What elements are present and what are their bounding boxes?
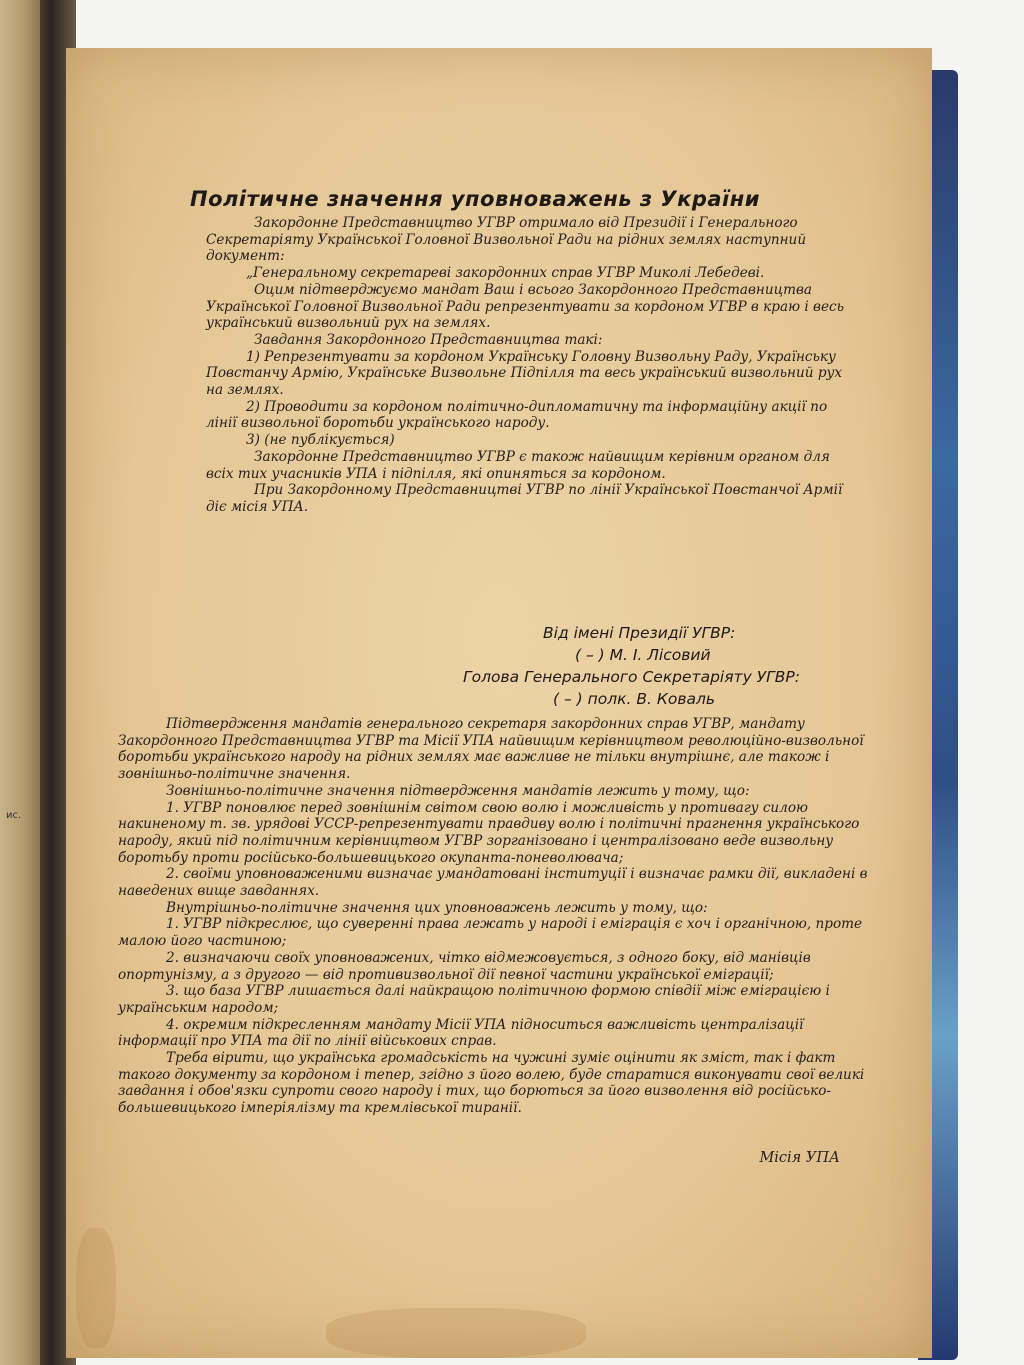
signature-block — [395, 622, 865, 710]
commentary-paragraph: 2. своїми уповноваженими визначає умандатовані інституції і визначає рамки дії, викладені в наведених вище завданнях. — [118, 866, 868, 900]
page-stain — [326, 1308, 586, 1358]
book-spine-edge — [0, 0, 40, 1365]
closing-signature: Місія УПА — [759, 1150, 840, 1166]
signature-line: Голова Генерального Секретаріяту УГВР: — [463, 668, 800, 686]
mandate-text — [206, 215, 861, 516]
page-title: Політичне значення уповноважень з України — [190, 187, 760, 211]
mandate-paragraph: Закордонне Представництво УГВР отримало від Президії і Генерального Секретаріяту Української Головної Визвольної Ради на рідних землях наступний документ: — [206, 215, 807, 265]
mandate-paragraph: Закордонне Представництво УГВР є також найвищим керівним органом для всіх тих учасників УПА і підпілля, які опиняться за кордоном. — [206, 448, 830, 482]
commentary-paragraph: 1. УГВР поновлює перед зовнішнім світом свою волю і можливість у противагу силою накиненому т. зв. урядові УССР-репрезентувати правдиву волю і політичні прагнення українського народу, який під політичним керівництвом УГВР зорганізовано і централізовано веде визвольну боротьбу проти російсько-большевицького окупанта-поневолювача; — [118, 799, 860, 866]
signature-line: ( – ) полк. В. Коваль — [553, 690, 716, 708]
mandate-paragraph: При Закордонному Представництві УГВР по лінії Української Повстанчої Армії діє місія УПА. — [206, 482, 843, 515]
commentary-paragraph: Треба вірити, що українська громадськість на чужині зуміє оцінити як зміст, так і факт такого документу за кордоном і тепер, згідно з його волею, буде старатися виконувати свої великі завдання і обов'язки супроти свого народу і тих, що борються за його визволення від російсько-большевицького імперіялізму та кремлівської тиранії. — [118, 1050, 865, 1117]
commentary-paragraph: Внутрішньо-політичне значення цих уповноважень лежить у тому, що: — [166, 899, 708, 916]
mandate-paragraph: 3) (не публікується) — [246, 432, 395, 449]
signature-line: ( – ) М. І. Лісовий — [575, 646, 711, 664]
mandate-paragraph: Оцим підтверджуємо мандат Ваш і всього Закордонного Представництва Української Головної Визвольної Ради репрезентувати за кордоном УГВР в краю і весь український визвольний рух на землях. — [206, 281, 844, 332]
commentary-paragraph: 3. що база УГВР лишається далі найкращою політичною формою співдії між еміграцією і українським народом; — [118, 983, 830, 1016]
commentary-paragraph: 4. окремим підкресленням мандату Місії УПА підноситься важливість централізації інформації про УПА та дії по лінії військових справ. — [118, 1016, 804, 1050]
commentary-paragraph: Підтвердження мандатів генерального секретаря закордонних справ УГВР, мандату Закордонного Представництва УГВР та Місії УПА найвищим керівництвом революційно-визвольної боротьби українського народу на рідних землях має важливе не тільки внутрішнє, але також і зовнішньо-політичне значення. — [118, 716, 864, 783]
commentary-paragraph: Зовнішньо-політичне значення підтвердження мандатів лежить у тому, що: — [166, 782, 750, 799]
page-stain — [76, 1228, 116, 1348]
mandate-paragraph: 2) Проводити за кордоном політично-дипломатичну та інформаційну акції по лінії визвольної боротьби українського народу. — [206, 398, 828, 432]
mandate-paragraph: „Генеральному секретареві закордонних справ УГВР Миколі Лебедеві. — [246, 265, 765, 282]
margin-mark: ис. — [6, 810, 22, 821]
commentary-paragraph: 1. УГВР підкреслює, що суверенні права лежать у народі і еміграція є хоч і органічною, проте малою його частиною; — [118, 916, 863, 950]
mandate-paragraph: 1) Репрезентувати за кордоном Українську Головну Визвольну Раду, Українську Повстанчу Армію, Українське Визвольне Підпілля та весь український визвольний рух на землях. — [206, 348, 843, 399]
commentary-paragraph: 2. визначаючи своїх уповноважених, чітко відмежовується, з одного боку, від манівців опортунізму, а з другого — від противизвольної дії певної частини української еміграції; — [118, 949, 811, 983]
commentary-text — [118, 716, 878, 1117]
mandate-paragraph: Завдання Закордонного Представництва такі: — [254, 331, 603, 348]
signature-line: Від імені Президії УГВР: — [543, 624, 736, 642]
